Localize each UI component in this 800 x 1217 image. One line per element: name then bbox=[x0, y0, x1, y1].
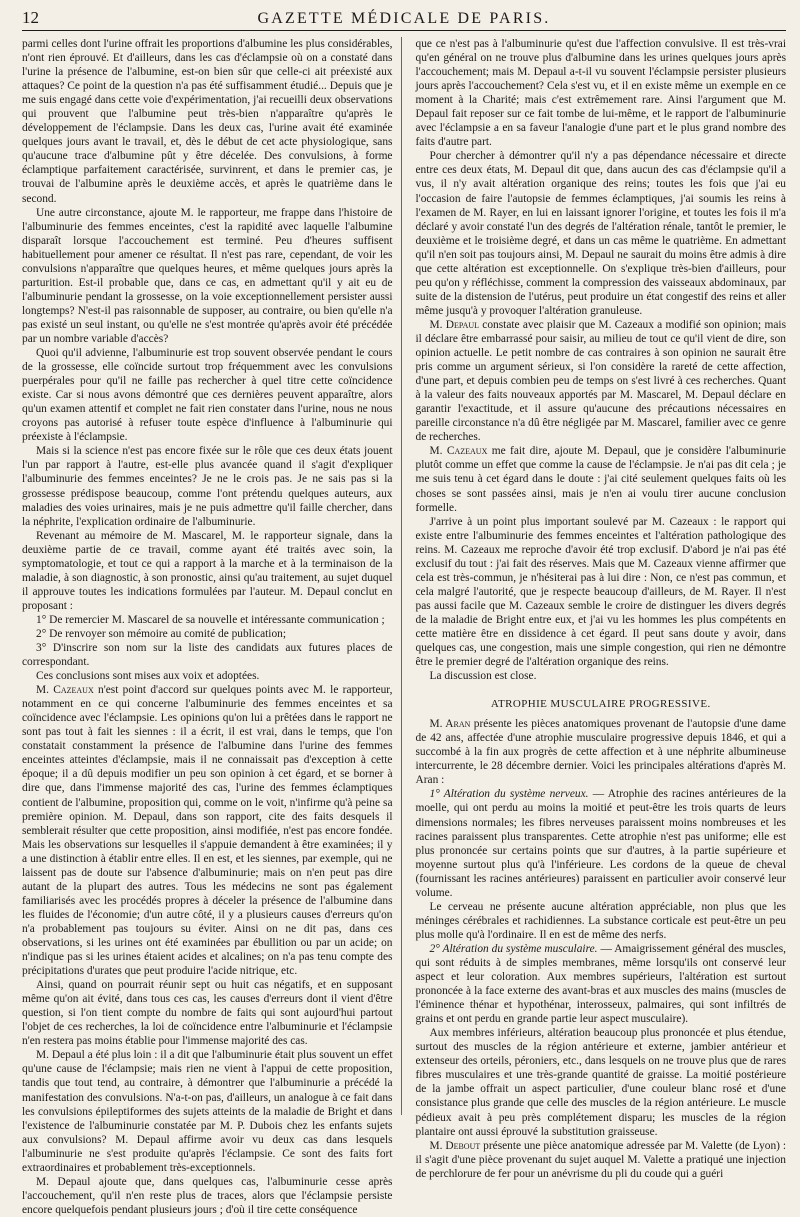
speaker-name: M. Depaul bbox=[429, 318, 480, 331]
speaker-name: M. Cazeaux bbox=[36, 684, 94, 697]
paragraph: Une autre circonstance, ajoute M. le rapporteur, me frappe dans l'histoire de l'albuminurie des femmes enceintes, c'est la rapidité avec laquelle l'albumine disparaît lorsque l'accouchement est terminé. Peu d'heures suffisent habituellement pour amener ce résultat. Il n'est pas rare, cependant, de voir les convulsions n'apparaître que quelques heures, et même quelques jours après la parturition. Est-il probable que, dans ce cas, en admettant qu'il y ait eu de l'albuminurie pendant la grossesse, on la voie exceptionnellement persister aussi longtemps? N'est-il pas raisonnable de supposer, au contraire, ou bien qu'elle n'a pas existé un seul instant, ou qu'elle ne s'est montrée qu'après avoir été précédée par un nombre variable d'accès? bbox=[22, 206, 393, 345]
paragraph-text: présente une pièce anatomique adressée par M. Valette (de Lyon) : il s'agit d'une pièce provenant du sujet auquel M. Valette a pratiqué une injection de perchlorure de fer pour un anévrisme du pli du coude qui a guéri bbox=[415, 1139, 786, 1180]
paragraph: que ce n'est pas à l'albuminurie qu'est due l'affection convulsive. Il est très-vrai qu'en général on ne trouve plus d'albumine dans les urines quelques jours après l'accouchement; mais M. Depaul a-t-il vu souvent l'éclampsie persister plusieurs jours après l'accouchement? Cela s'est vu, et il en existe même un exemple en ce moment à la Charité; mais c'est extrêmement rare. Ainsi l'argument que M. Depaul fait reposer sur ce fait tombe de lui-même, et le rapport de l'albuminurie avec l'éclampsie a en sa faveur l'analogie d'une part et le plus grand nombre des faits d'autre part. bbox=[415, 38, 786, 149]
text-columns bbox=[22, 37, 787, 1216]
paragraph: J'arrive à un point plus important soulevé par M. Cazeaux : le rapport qui existe entre l'albuminurie des femmes enceintes et l'altération pathologique des reins. M. Cazeaux me reproche d'avoir été trop exclusif. D'abord je n'ai pas été exclusif du tout : j'ai fait des réserves. Mais que M. Cazeaux vienne affirmer que cela est très-commun, je n'hésiterai pas à lui dire : Non, ce n'est pas commun, et cela malgré l'autorité, que je respecte beaucoup d'ailleurs, de M. Rayer. Il n'est pas aussi facile que M. Cazeaux semble le croire de distinguer les divers degrés de la maladie de Bright entre eux, et j'ai vu les hommes les plus compétents en cette matière être en dissidence à cet égard. Il peut sans doute y avoir, dans quelques cas, une congestion, mais une simple congestion, qui rien ne démontre être le premier degré de l'altération organique des reins. bbox=[415, 515, 786, 669]
page-number: 12 bbox=[22, 8, 39, 27]
conclusion-item: 2° De renvoyer son mémoire au comité de publication; bbox=[36, 627, 287, 640]
paragraph: La discussion est close. bbox=[429, 670, 537, 683]
paragraph-text: — Amaigrissement général des muscles, qui sont réduits à de simples membranes, même lorsqu'ils ont conservé leur aspect et leur coloration. Aux membres supérieurs, l'altération est surtout prononcée à la face externe des avant-bras et aux muscles des mains (muscles de l'éminence thénar et hypothénar, interosseux, palmaires, qui sont infiltrés de grains et ont perdu en grande partie leur aspect musculaire). bbox=[415, 942, 787, 1026]
page-header bbox=[22, 8, 786, 31]
speaker-name: M. Debout bbox=[429, 1139, 481, 1152]
paragraph-text: constate avec plaisir que M. Cazeaux a modifié son opinion; mais il déclare être embarrassé pour saisir, au milieu de tout ce qu'il vient de dire, son opinion actuelle. Le petit nombre de cas contraires à son opinion ne saurait être pris comme un argument sérieux, si l'on considère la rareté de cette affection, d'une part, et depuis combien peu de temps on s'est livré à ces recherches. Quant à la valeur des faits nouveaux apportés par M. Mascarel, M. Depaul déclare en garantir l'exactitude, et il assure qu'aucune des précautions nécessaires en pareille circonstance n'a dû être négligée par M. Mascarel, familier avec ce genre de recherches. bbox=[415, 318, 787, 444]
right-column bbox=[415, 37, 787, 1180]
paragraph: M. Depaul ajoute que, dans quelques cas, l'albuminurie cesse après l'accouchement, qu'il n'en reste plus de traces, alors que l'éclampsie persiste encore quelquefois pendant plusieurs jours ; d'où il tire cette conséquence bbox=[22, 1175, 393, 1216]
paragraph: M. Depaul a été plus loin : il a dit que l'albuminurie était plus souvent un effet qu'une cause de l'éclampsie; mais rien ne vient à l'appui de cette proposition, tandis que tout tend, au contraire, à démontrer que l'albuminurie a précédé la manifestation des convulsions. N'a-t-on pas, d'ailleurs, un analogue à ce fait dans les convulsions épileptiformes des sujets atteints de la maladie de Bright et dans l'existence de l'albuminurie constatée par M. P. Dubois chez les enfants sujets aux convulsions? M. Depaul affirme avoir vu deux cas dans lesquels l'albuminurie ne s'est produite qu'après l'éclampsie. Ce sont des faits fort extraordinaires et probablement très-exceptionnels. bbox=[22, 1049, 393, 1174]
running-title: GAZETTE MÉDICALE DE PARIS. bbox=[257, 10, 551, 27]
left-column bbox=[22, 37, 402, 1216]
section-title: ATROPHIE MUSCULAIRE PROGRESSIVE. bbox=[490, 698, 711, 711]
paragraph: Ainsi, quand on pourrait réunir sept ou huit cas négatifs, et en supposant même qu'on ait évité, dans tous ces cas, les causes d'erreurs dont il vient d'être question, si l'on tient compte du nombre de faits qui sont aujourd'hui partout l'objet de ces recherches, la loi de coïncidence entre l'albuminurie et l'éclampsie n'en restera pas moins établie pour l'immense majorité des cas. bbox=[22, 979, 393, 1048]
paragraph bbox=[416, 1139, 787, 1181]
conclusion-item: 1° De remercier M. Mascarel de sa nouvelle et intéressante communication ; bbox=[36, 613, 385, 626]
paragraph: Mais si la science n'est pas encore fixée sur le rôle que ces deux états jouent l'un par rapport à l'autre, est-elle plus avancée quand il s'agit d'expliquer l'albuminurie des femmes enceintes? Je ne le crois pas. Je ne sais pas si la grossesse prédispose beaucoup, comme l'ont prétendu quelques auteurs, aux maladies des voies urinaires, mais je ne puis admettre qu'il faille chercher, dans la néphrite, l'explication ordinaire de l'albuminurie. bbox=[22, 445, 393, 528]
paragraph bbox=[416, 717, 787, 787]
paragraph-text: présente les pièces anatomiques provenant de l'autopsie d'une dame de 42 ans, affectée d'une atrophie musculaire progressive depuis 1846, et qui a succombé à la fin aux progrès de cette affection et à une néphrite albumineuse intercurrente, le 28 décembre dernier. Voici les principales altérations d'après M. Aran : bbox=[415, 718, 786, 787]
paragraph-text: n'est point d'accord sur quelques points avec M. le rapporteur, notamment en ce qui concerne l'albuminurie des femmes enceintes et sa coïncidence avec l'éclampsie. Les opinions qu'on lui a prêtées dans le rapport ne sont pas tout à fait les siennes : il a écrit, il est vrai, dans le temps, que l'on constatait constamment la présence de l'albumine dans l'urine des femmes enceintes atteintes d'éclampsie, mais il ne connaissait pas d'exception à cette époque; il a dû depuis modifier un peu son opinion à cet égard, et se borner à dire que, dans l'immense majorité des cas, l'urine des femmes éclamptiques contient de l'albumine, proposition qui, comme on le voit, n'infirme qu'à peine sa première opinion. M. Depaul, dans son rapport, cite des faits desquels il semblerait résulter que cette proposition, ainsi modifiée, n'est pas encore fondée. Mais les observations sur lesquelles il s'appuie demandent à être examinées; il y a une distinction à établir entre elles. Il en est, et les siennes, par exemple, qui ne laissent pas de doute sur l'absence d'albuminurie; mais on n'en peut pas dire autant de la plupart des autres. Tous les médecins ne sont pas également familiarisés avec les procédés propres à déceler la présence de l'albumine dans les fluides de l'économie; d'un autre côté, il y a plusieurs causes d'erreurs qu'on n'a probablement pas toujours su éviter. Ainsi on ne dit pas, dans ces observations, si les urines ont été examinées par ébullition ou par un acide; on n'indique pas si les urines étaient acides et alcalines; on n'a pas tenu compte des précipitations d'urates que peut produire l'acide nitrique, etc. bbox=[22, 684, 393, 978]
paragraph-text: — Atrophie des racines antérieures de la moelle, qui ont perdu au moins la moitié et peut-être les trois quarts de leurs dimensions normales; les fibres nerveuses paraissent moins nombreuses et les racines paraissent plus transparentes. Cette atrophie n'est pas uniforme; elle est plus prononcée sur certains points que sur d'autres, à la partie supérieure et moyenne surtout plus qu'à l'inférieure. Les cordons de la queue de cheval (fournissant les racines antérieures) paraissent en particulier avoir conservé leur volume. bbox=[415, 788, 786, 899]
subsection-label: 1° Altération du système nerveux. bbox=[429, 788, 589, 801]
subsection-label: 2° Altération du système musculaire. bbox=[429, 942, 598, 955]
paragraph bbox=[416, 444, 787, 514]
paragraph-text: me fait dire, ajoute M. Depaul, que je considère l'albuminurie plutôt comme un effet que comme la cause de l'éclampsie. Je n'ai pas dit cela ; je me suis tenu à cet égard dans le doute : j'ai cité seulement quelques faits où les choses se sont passées ainsi, mais je n'en ai voulu tirer aucune conclusion formelle. bbox=[415, 445, 786, 514]
speaker-name: M. Aran bbox=[429, 718, 471, 731]
paragraph: Aux membres inférieurs, altération beaucoup plus prononcée et plus étendue, surtout des muscles de la région antérieure et externe, jambier antérieur et extenseur des orteils, péroniers, etc., dans lesquels on ne trouve plus que de rares fibres musculaires et une très-grande quantité de graisse. La moitié postérieure de la jambe offrait un aspect particulier, d'une couleur blanc rosé et d'une consistance plus grande que celle des muscles de la région antérieure. Le muscle pédieux avait à peu près complétement disparu; les muscles de la région plantaire ont aussi éprouvé la substitution graisseuse. bbox=[415, 1027, 786, 1138]
paragraph bbox=[22, 683, 393, 978]
paragraph: Le cerveau ne présente aucune altération appréciable, non plus que les méninges cérébrales et rachidiennes. La substance corticale est peut-être un peu plus molle qu'à l'ordinaire. Il en est de même des nerfs. bbox=[415, 900, 786, 941]
paragraph: Quoi qu'il advienne, l'albuminurie est trop souvent observée pendant le cours de la grossesse, elle coïncide surtout trop fréquemment avec les convulsions puerpérales pour qu'il ne faille pas rechercher à quel titre cette coïncidence existe. Car si nous avons démontré que ces dernières peuvent apparaître, alors qu'un examen attentif et complet ne fait rien constater dans l'urine, nous ne nous croyons pas autorisé à refuser toute espèce d'influence à l'albuminurie qui préexiste à l'éclampsie. bbox=[22, 347, 393, 444]
conclusion-item: 3° D'inscrire son nom sur la liste des candidats aux futures places de correspondant. bbox=[22, 642, 393, 669]
paragraph: Revenant au mémoire de M. Mascarel, M. le rapporteur signale, dans la deuxième partie de ce travail, comme ayant été traités avec soin, la symptomatologie, et tout ce qui a rapport à la marche et à la terminaison de la maladie, à son diagnostic, à son pronostic, ainsi qu'au traitement, au sujet duquel il approuve toutes les indications formulées par l'auteur. M. Depaul conclut en proposant : bbox=[22, 529, 393, 612]
paragraph: Pour chercher à démontrer qu'il n'y a pas dépendance nécessaire et directe entre ces deux états, M. Depaul dit que, dans aucun des cas d'éclampsie qu'il a vus, il n'y avait altération organique des reins; toutes les fois que j'ai eu l'occasion de faire l'autopsie de femmes éclamptiques, j'ai soumis les reins à l'examen de M. Rayer, en lui en laissant ignorer l'origine, et toutes les fois il m'a déclaré y avoir constaté l'un des degrés de l'altération rénale, tantôt le premier, le deuxième et le troisième degré, et dans un cas même le quatrième. En admettant qu'il n'en soit pas toujours ainsi, M. Depaul ne saurait du moins être admis à dire que cette altération est exceptionnelle. On s'explique très-bien d'ailleurs, pour peu qu'on y réfléchisse, comment la compression des vaisseaux abdominaux, par suite de la distension de l'utérus, peut produire un état congestif des reins et aller même jusqu'à y provoquer l'altération granuleuse. bbox=[415, 150, 786, 317]
paragraph bbox=[416, 318, 787, 444]
paragraph bbox=[416, 787, 787, 899]
paragraph bbox=[416, 942, 787, 1026]
speaker-name: M. Cazeaux bbox=[429, 445, 488, 458]
paragraph: Ces conclusions sont mises aux voix et adoptées. bbox=[36, 670, 260, 683]
paragraph: parmi celles dont l'urine offrait les proportions d'albumine les plus considérables, n'ont rien éprouvé. Et d'ailleurs, dans les cas d'éclampsie où on a constaté dans l'urine la présence de l'albumine, est-on bien sûr que celle-ci ait préexisté aux attaques? Ce point de la question n'a pas été suffisamment étudié... Depuis que je me suis engagé dans cette voie d'expérimentation, j'ai recueilli deux observations qui prouvent que l'albumine peut très-bien n'apparaître qu'après le développement de l'éclampsie. Dans les deux cas, l'urine avait été examinée quelques jours avant le travail, et, dès le début de cet acte physiologique, sans qu'aucune trace d'albumine pût y être décelée. Des convulsions, à forme éclamptique parfaitement caractérisée, survinrent, et dans le premier cas, je trouvai de l'albumine après le deuxième accès, et après le quatrième dans le second. bbox=[22, 38, 393, 205]
